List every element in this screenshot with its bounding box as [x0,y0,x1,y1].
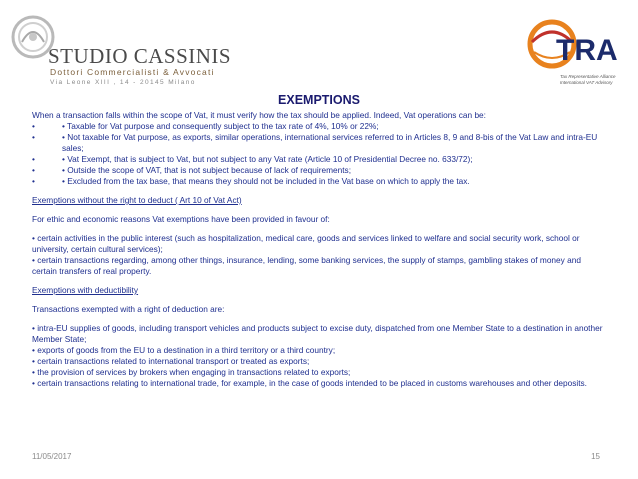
list-item: • certain transactions related to international transport or treated as exports; [32,356,310,366]
section-intro: Transactions exempted with a right of deduction are: [32,304,225,314]
list-item [32,121,607,132]
list-item: • certain activities in the public interest (such as hospitalization, medical care, goods and services linked to welfare and social security work, school or university, certain cultural services); [32,233,580,254]
list-item [32,154,607,165]
section-heading-deductibility: Exemptions with deductibility [32,285,139,295]
section-intro: For ethic and economic reasons Vat exemptions have been provided in favour of: [32,214,330,224]
bullet-mark: • [32,132,35,142]
bullet-mark: • [32,154,35,164]
page-number: 15 [591,452,600,461]
tra-logo [520,12,630,87]
bullet-text: • Not taxable for Vat purpose, as exports, similar operations, international services referred to in Articles 8, 9 and 8-bis of the Vat Law and intra-EU sales; [62,132,598,153]
footer-date: 11/05/2017 [32,452,72,461]
bullet-mark: • [32,176,35,186]
section-heading-no-deduct: Exemptions without the right to deduct ( Art 10 of Vat Act) [32,195,242,205]
bullet-mark: • [32,121,35,131]
firm-name: STUDIO CASSINIS [48,44,232,68]
slide-body [32,110,607,389]
tra-globe-icon [520,12,630,74]
bullet-text: • Outside the scope of VAT, that is not subject because of lack of requirements; [62,165,351,175]
list-item [32,176,607,187]
list-item: • certain transactions regarding, among other things, insurance, lending, some banking services, the supply of stamps, gambling stakes of money and certain transfers of real property. [32,255,581,276]
studio-cassinis-logo [10,14,232,86]
bullet-text: • Taxable for Vat purpose and consequently subject to the tax rate of 4%, 10% or 22%; [62,121,379,131]
bullet-text: • Vat Exempt, that is subject to Vat, but not subject to any Vat rate (Article 10 of Presidential Decree no. 633/72); [62,154,473,164]
tra-tagline-2: International VAT Advisory [560,80,613,85]
list-item: • intra-EU supplies of goods, including transport vehicles and products subject to excise duty, dispatched from one Member State to a destination in another Member State; [32,323,603,344]
list-item: • certain transactions relating to international trade, for example, in the case of goods intended to be placed in customs warehouses and other deposits. [32,378,587,388]
bullet-text: • Excluded from the tax base, that means they should not be included in the Vat base on which to apply the tax. [62,176,470,186]
slide-title: EXEMPTIONS [278,93,360,107]
list-item [32,132,607,154]
intro-text: When a transaction falls within the scope of Vat, it must verify how the tax should be applied. Indeed, Vat operations can be: [32,110,486,120]
tra-logo-text: TRA [556,34,618,67]
list-item: • the provision of services by brokers when engaging in transactions related to exports; [32,367,351,377]
bullet-mark: • [32,165,35,175]
firm-address: Via Leone XIII , 14 - 20145 Milano [50,79,196,86]
tra-tagline-1: Tax Representative Alliance [560,74,616,79]
list-item [32,165,607,176]
firm-subtitle: Dottori Commercialisti & Avvocati [50,67,215,77]
list-item: • exports of goods from the EU to a destination in a third territory or a third country; [32,345,336,355]
